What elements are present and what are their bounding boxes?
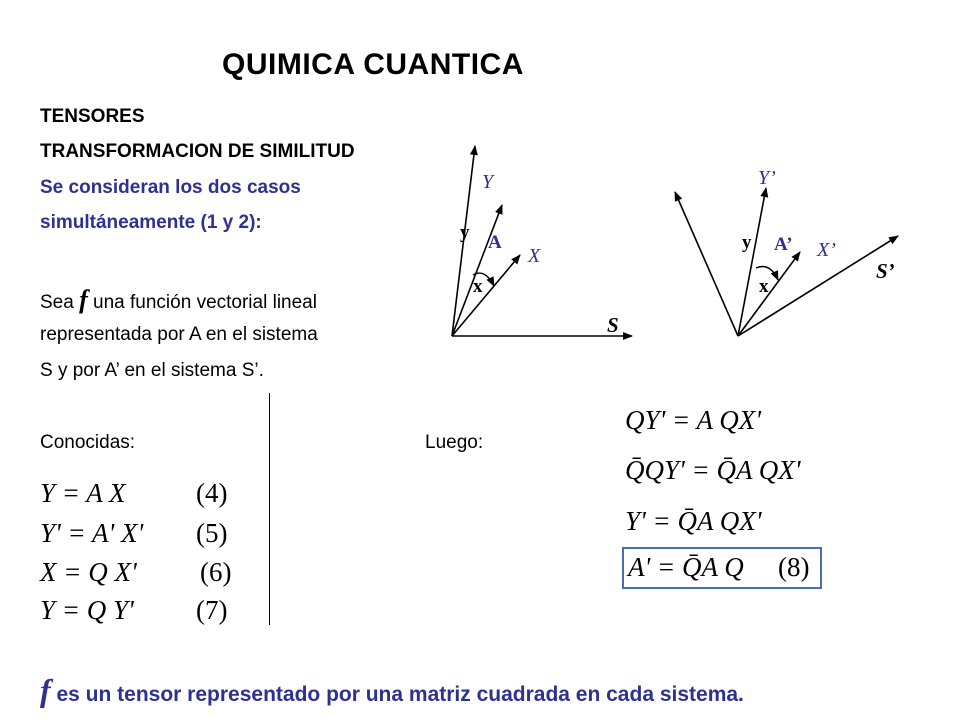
derived-eq-4-number: (8) bbox=[778, 552, 810, 582]
axis-sprime-vertical bbox=[675, 192, 738, 336]
derived-eq-3: Y' = Q̄A QX' bbox=[625, 506, 762, 536]
intro-line-1: Se consideran los dos casos bbox=[40, 177, 301, 198]
equation-7: Y = Q Y' bbox=[40, 595, 134, 625]
label-Y-prime: Y’ bbox=[758, 167, 776, 189]
equation-4-number: (4) bbox=[196, 478, 228, 508]
intro-line-2: simultáneamente (1 y 2): bbox=[40, 212, 262, 233]
page-title: QUIMICA CUANTICA bbox=[222, 48, 524, 81]
vector-x bbox=[452, 255, 520, 336]
footer-f-symbol: f bbox=[40, 672, 51, 708]
represented-line: representada por A en el sistema bbox=[40, 324, 318, 345]
label-A: A bbox=[488, 232, 502, 253]
coordinate-diagram-s-prime bbox=[660, 150, 920, 350]
equation-4: Y = A X bbox=[40, 478, 126, 508]
derived-eq-4: A' = Q̄A Q bbox=[628, 552, 744, 582]
label-A-prime: A’ bbox=[774, 234, 793, 255]
s-line: S y por A’ en el sistema S’. bbox=[40, 360, 264, 381]
label-X-prime: X’ bbox=[817, 239, 836, 261]
known-label: Conocidas: bbox=[40, 432, 136, 453]
label-y-prime: y bbox=[742, 232, 752, 253]
then-label: Luego: bbox=[425, 432, 484, 453]
equation-7-number: (7) bbox=[196, 595, 228, 625]
label-x-prime: x bbox=[759, 276, 769, 297]
label-Y: Y bbox=[482, 171, 494, 193]
coordinate-diagram-s bbox=[420, 140, 650, 350]
equation-5-number: (5) bbox=[196, 518, 228, 548]
label-S-prime: S’ bbox=[876, 259, 895, 283]
footer-statement bbox=[40, 672, 744, 709]
vertical-divider bbox=[269, 393, 270, 625]
heading-transformacion: TRANSFORMACION DE SIMILITUD bbox=[40, 141, 355, 162]
footer-text: es un tensor representado por una matriz cuadrada en cada sistema. bbox=[50, 683, 744, 706]
heading-tensores: TENSORES bbox=[40, 106, 145, 127]
sea-prefix: Sea bbox=[40, 292, 80, 313]
vector-y-prime bbox=[738, 188, 766, 336]
derived-eq-2: Q̄QY' = Q̄A QX' bbox=[625, 455, 801, 485]
equation-5: Y' = A' X' bbox=[40, 518, 144, 548]
equation-6: X = Q X' bbox=[40, 557, 137, 587]
equation-6-number: (6) bbox=[200, 557, 232, 587]
derived-eq-1: QY' = A QX' bbox=[625, 405, 762, 435]
f-symbol: f bbox=[79, 285, 88, 314]
label-x: x bbox=[473, 276, 483, 297]
sea-suffix: una función vectorial lineal bbox=[87, 292, 317, 313]
sea-line bbox=[40, 285, 317, 315]
label-y: y bbox=[460, 222, 470, 243]
vector-x-prime bbox=[738, 252, 800, 336]
label-S: S bbox=[607, 313, 619, 337]
label-X: X bbox=[528, 245, 541, 267]
